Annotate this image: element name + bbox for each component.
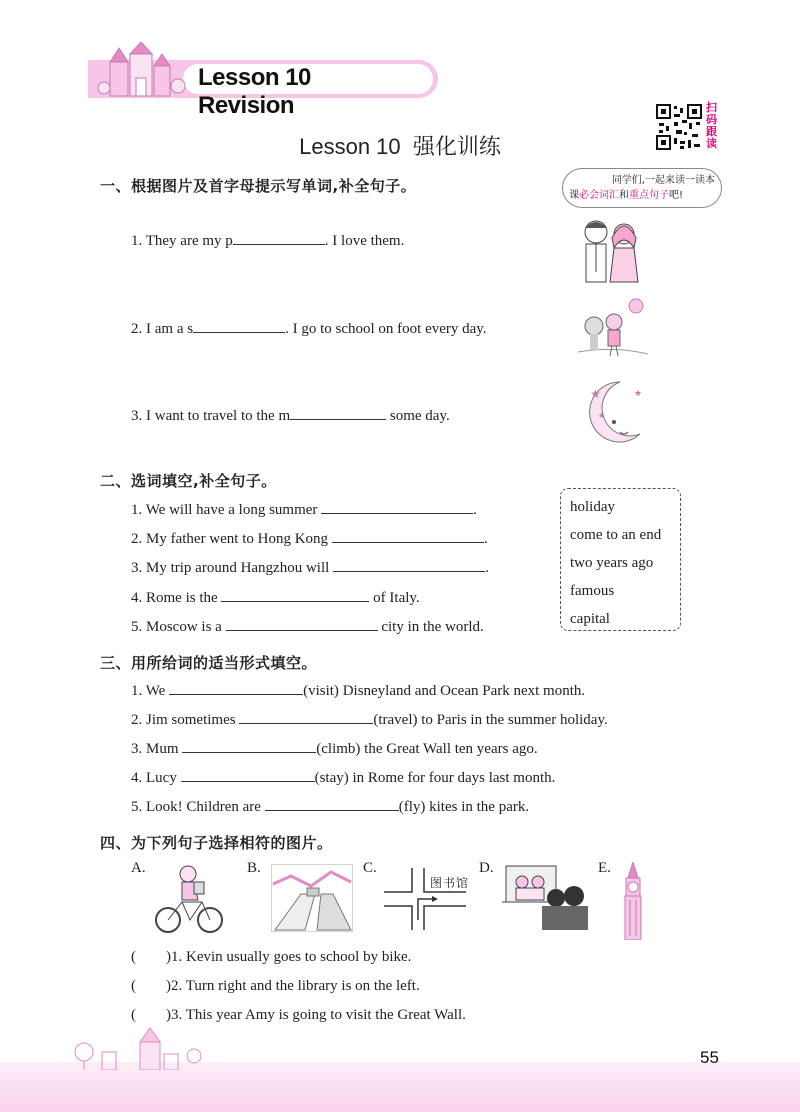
- svg-text:★: ★: [598, 411, 606, 420]
- word-option: famous: [570, 583, 615, 599]
- qr-label: 扫码跟读: [706, 101, 717, 150]
- s4-item-3: ( )3. This year Amy is going to visit the Great Wall.: [131, 1007, 466, 1023]
- s3-item-4: 4. Lucy (stay) in Rome for four days last month.: [131, 767, 555, 787]
- s1-item-3: 3. I want to travel to the m some day.: [131, 405, 450, 425]
- answer-blank[interactable]: [321, 499, 473, 514]
- s4-item-1: ( )1. Kevin usually goes to school by bike.: [131, 949, 412, 965]
- option-b-label: B.: [247, 860, 261, 876]
- word-option: two years ago: [570, 555, 654, 571]
- answer-blank[interactable]: [265, 796, 399, 811]
- moon-picture: [580, 378, 650, 446]
- s2-item-1: 1. We will have a long summer .: [131, 499, 477, 519]
- s2-item-4: 4. Rome is the of Italy.: [131, 587, 420, 607]
- s4-item-2: ( )2. Turn right and the library is on the left.: [131, 978, 420, 994]
- parents-picture: [572, 212, 648, 284]
- page-title: Lesson 10 强化训练: [299, 134, 501, 159]
- bubble-line2: 课必会词汇和重点句子吧!: [569, 190, 684, 201]
- s3-item-5: 5. Look! Children are (fly) kites in the park.: [131, 796, 529, 816]
- reading-bubble: [562, 168, 722, 208]
- option-d-label: D.: [479, 860, 494, 876]
- castle-icon: [96, 42, 188, 104]
- answer-blank[interactable]: [193, 318, 285, 333]
- answer-blank[interactable]: [290, 405, 386, 420]
- word-option: capital: [570, 611, 610, 627]
- word-option: holiday: [570, 499, 615, 515]
- answer-blank[interactable]: [333, 557, 485, 572]
- option-e-label: E.: [598, 860, 611, 876]
- answer-blank[interactable]: [221, 587, 369, 602]
- great-wall-picture: [271, 864, 353, 932]
- bike-picture: [152, 862, 226, 936]
- s2-item-5: 5. Moscow is a city in the world.: [131, 616, 484, 636]
- s2-item-3: 3. My trip around Hangzhou will .: [131, 557, 489, 577]
- answer-blank[interactable]: [239, 709, 373, 724]
- option-c-label: C.: [363, 860, 377, 876]
- header-lesson: Lesson 10: [198, 64, 311, 91]
- answer-blank[interactable]: [233, 230, 325, 245]
- word-option: come to an end: [570, 527, 662, 543]
- section2-title: 二、选词填空,补全句子。: [100, 472, 277, 490]
- word-box: [560, 488, 681, 631]
- answer-blank[interactable]: [226, 616, 378, 631]
- s1-item-2: 2. I am a s . I go to school on foot every day.: [131, 318, 487, 338]
- answer-blank[interactable]: [169, 680, 303, 695]
- section1-title: 一、根据图片及首字母提示写单词,补全句子。: [100, 177, 417, 195]
- bubble-line1: 同学们,一起来读一读本: [611, 175, 715, 186]
- header-banner: [88, 56, 438, 119]
- tv-picture: [502, 864, 590, 932]
- s3-item-2: 2. Jim sometimes (travel) to Paris in the summer holiday.: [131, 709, 608, 729]
- library-sign: 图书馆: [430, 876, 470, 890]
- s1-item-1: 1. They are my p . I love them.: [131, 230, 404, 250]
- answer-blank[interactable]: [181, 767, 315, 782]
- section3-title: 三、用所给词的适当形式填空。: [100, 654, 318, 672]
- section4-title: 四、为下列句子选择相符的图片。: [100, 834, 333, 852]
- big-ben-picture: [622, 862, 644, 940]
- answer-blank[interactable]: [182, 738, 316, 753]
- s3-item-3: 3. Mum (climb) the Great Wall ten years ago.: [131, 738, 538, 758]
- header-revision: Revision: [198, 92, 295, 119]
- answer-paren[interactable]: ( ): [131, 1007, 171, 1023]
- footer-castle-icon: [70, 1026, 210, 1070]
- answer-paren[interactable]: ( ): [131, 949, 171, 965]
- page-number: 55: [700, 1048, 719, 1067]
- student-picture: [574, 296, 652, 362]
- s2-item-2: 2. My father went to Hong Kong .: [131, 528, 488, 548]
- svg-text:★: ★: [634, 388, 643, 398]
- answer-paren[interactable]: ( ): [131, 978, 171, 994]
- s3-item-1: 1. We (visit) Disneyland and Ocean Park next month.: [131, 680, 585, 700]
- answer-blank[interactable]: [332, 528, 484, 543]
- qr-code-icon[interactable]: [656, 104, 702, 150]
- option-a-label: A.: [131, 860, 146, 876]
- svg-text:★: ★: [590, 387, 601, 401]
